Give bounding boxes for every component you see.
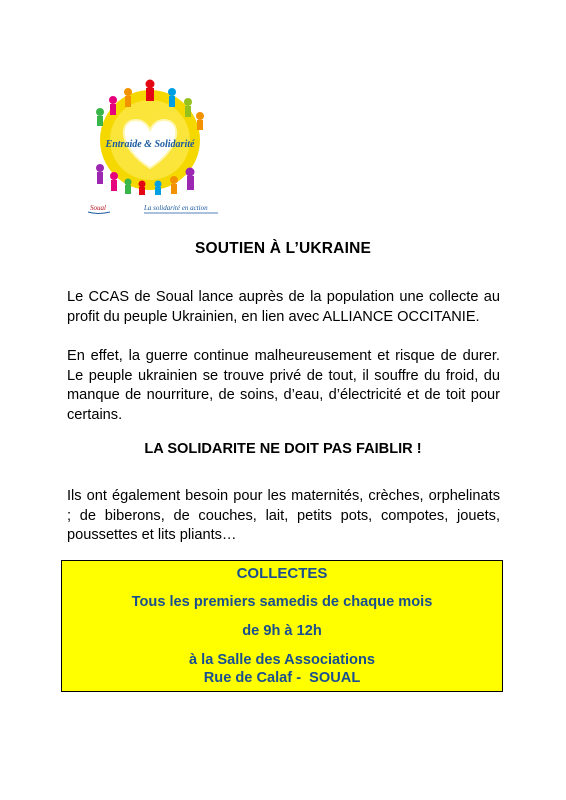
logo-tagline: La solidarité en action xyxy=(144,204,208,212)
collect-address-text: Rue de Calaf - SOUAL xyxy=(203,670,361,686)
paragraph-needs: Ils ont également besoin pour les maternités, crèches, orphelinats ; de biberons, de couches, lait, petits pots, compotes, jouets, poussettes et lits pliants… xyxy=(67,488,500,544)
collect-info-box xyxy=(61,560,503,692)
collect-hours: de 9h à 12h xyxy=(242,623,322,639)
slogan: LA SOLIDARITE NE DOIT PAS FAIBLIR ! xyxy=(144,441,422,457)
paragraph-situation: En effet, la guerre continue malheureusement et risque de durer. Le peuple ukrainien se trouve privé de tout, il souffre du froid, du manque de nourriture, de soins, d’eau, d’électricité et de toit pour certains. xyxy=(67,348,500,423)
collect-schedule: Tous les premiers samedis de chaque mois xyxy=(131,594,433,610)
logo xyxy=(78,72,228,222)
logo-org: Soual xyxy=(90,204,106,212)
solidarity-logo-graphic xyxy=(78,72,228,222)
page-title: SOUTIEN À L’UKRAINE xyxy=(194,240,372,257)
logo-name: Entraide & Solidarité xyxy=(105,139,195,150)
collect-address xyxy=(62,670,502,686)
paragraph-intro: Le CCAS de Soual lance auprès de la population une collecte au profit du peuple Ukrainien, en lien avec ALLIANCE OCCITANIE. xyxy=(67,289,500,325)
collect-place: à la Salle des Associations xyxy=(188,652,376,668)
collect-heading: COLLECTES xyxy=(236,565,328,582)
